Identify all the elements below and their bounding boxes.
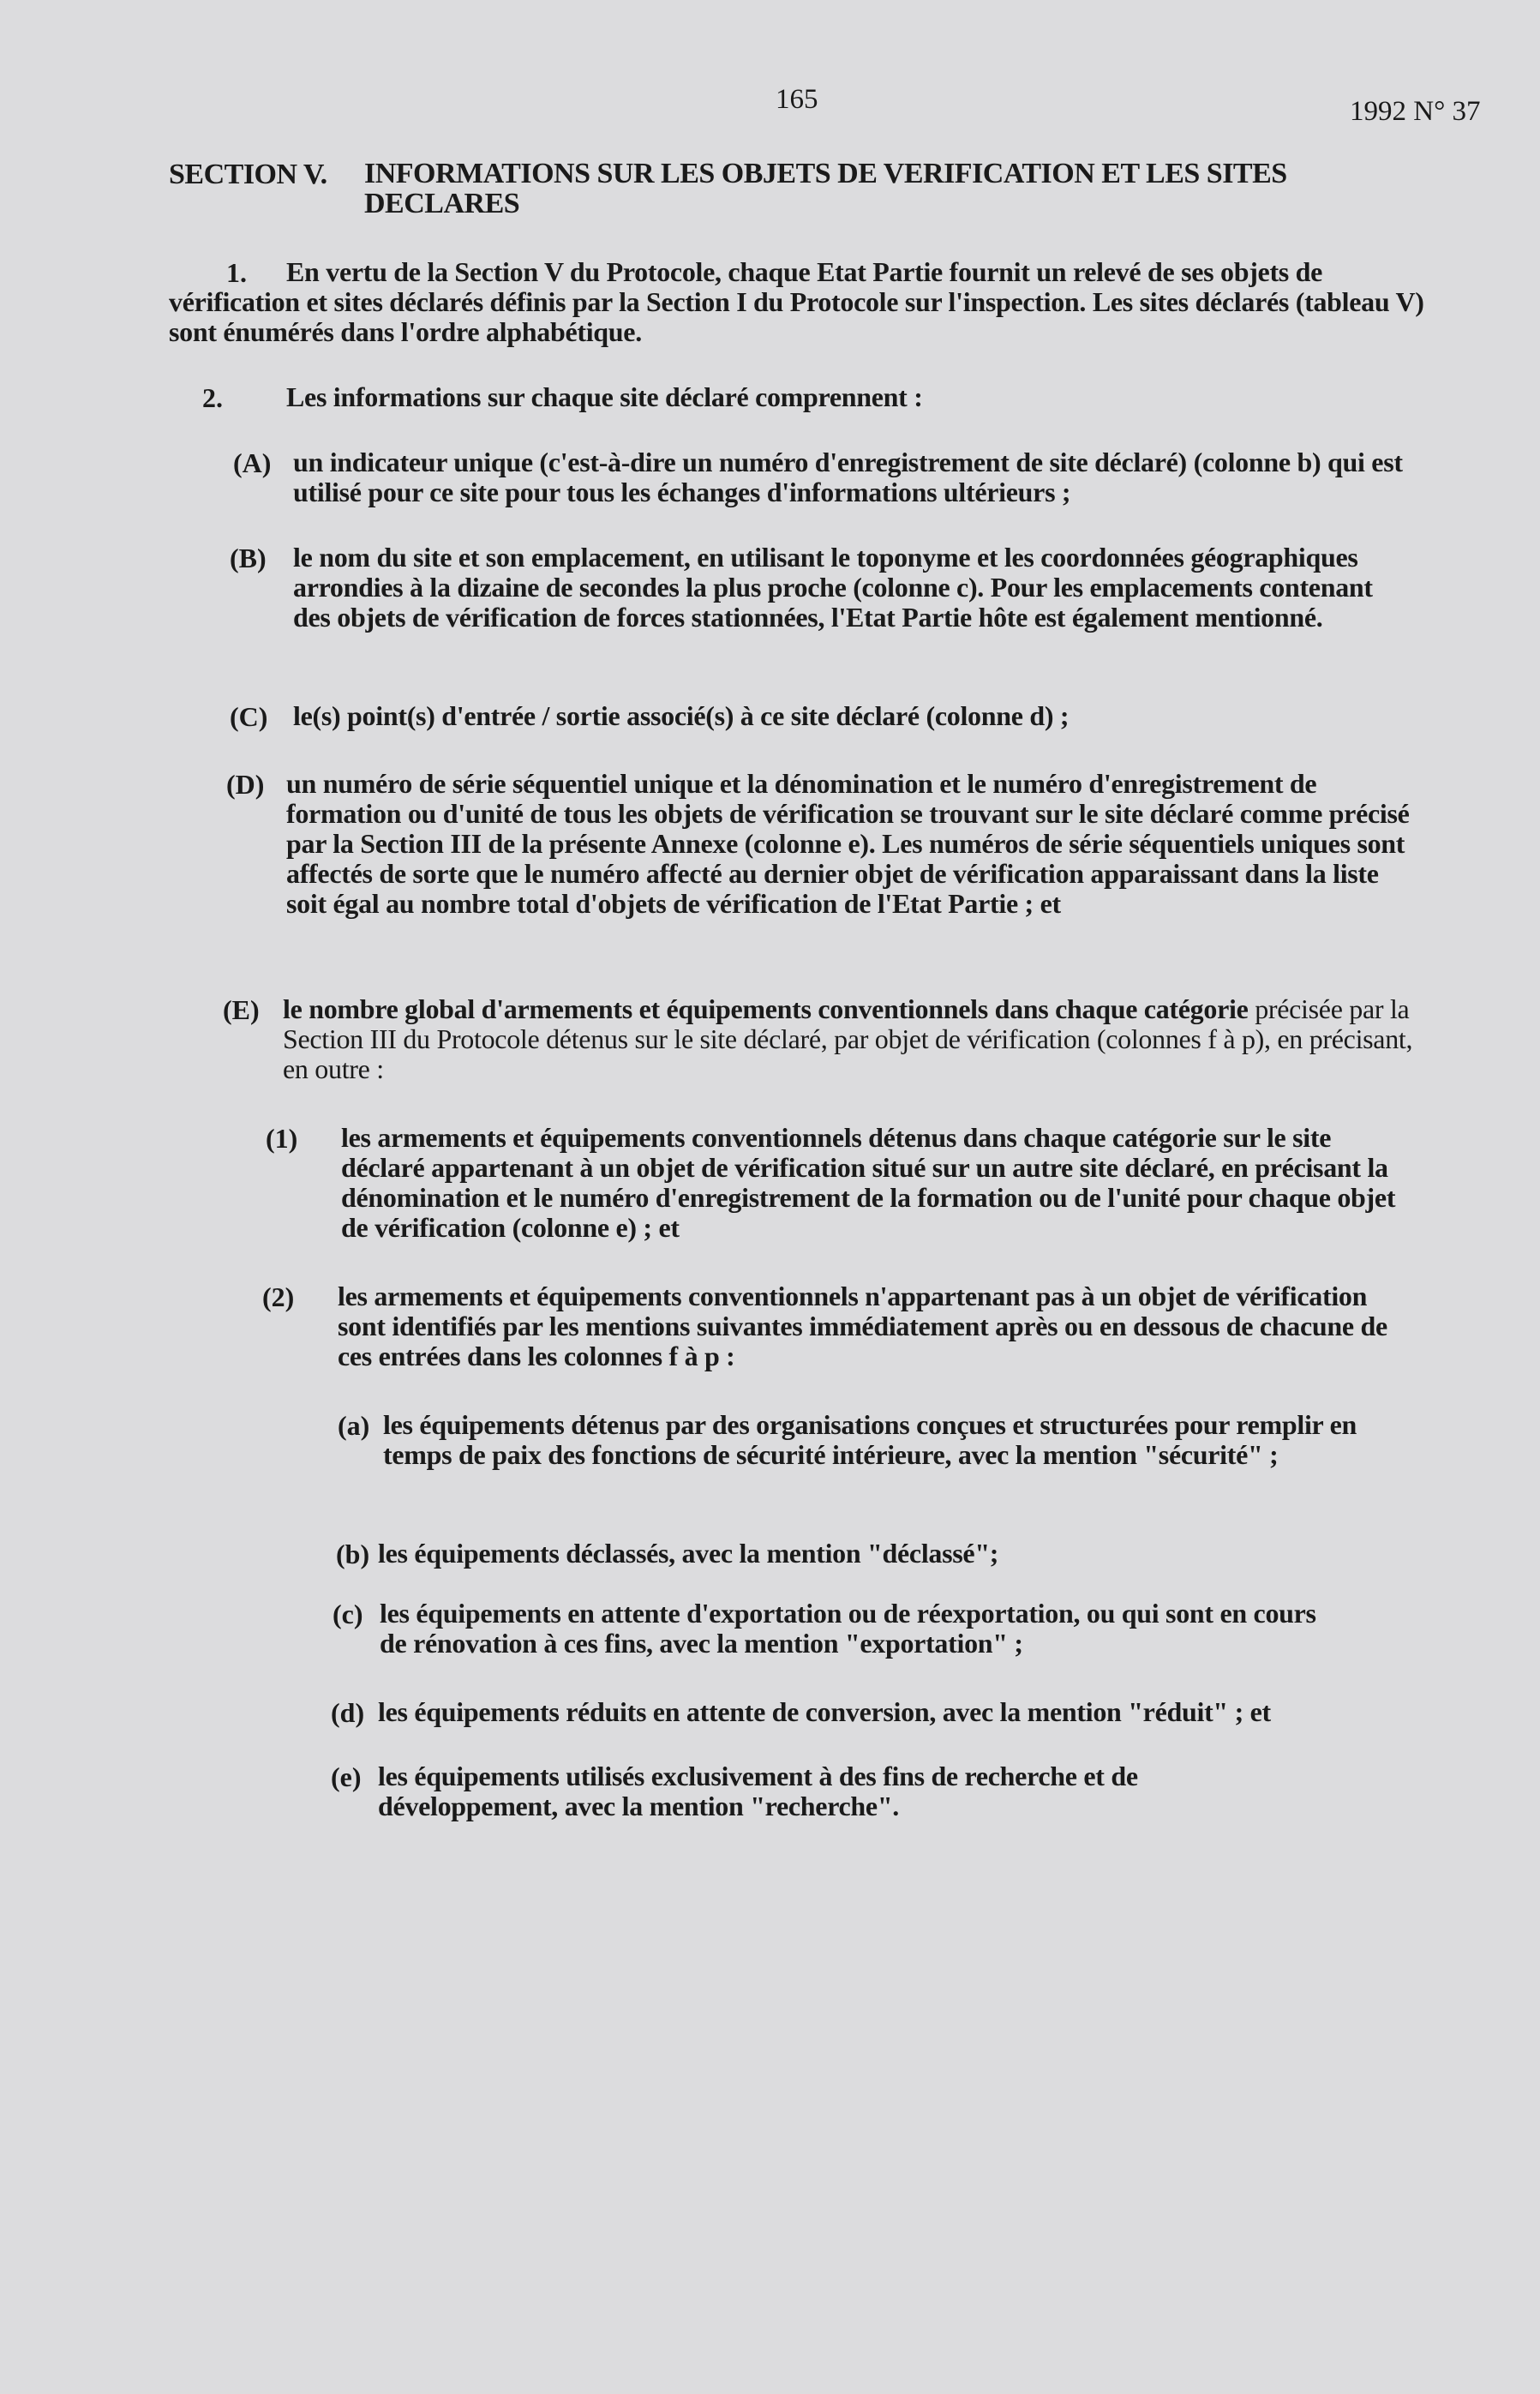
item-a-label: (A): [233, 447, 272, 478]
mention-d-label: (d): [331, 1697, 365, 1728]
mention-a-text: les équipements détenus par des organisations conçues et structurées pour remplir en temps de paix des fonctions de sécurité intérieure, avec la mention "sécurité" ;: [383, 1409, 1357, 1470]
paragraph-1-text: En vertu de la Section V du Protocole, chaque Etat Partie fournit un relevé de ses objets de vérification et sites déclarés définis par la Section I du Protocole sur l'inspection. Les sites déclarés (tableau V) sont énumérés dans l'ordre alphabétique.: [169, 256, 1424, 347]
item-e-text: [283, 994, 1414, 1084]
item-c-text: le(s) point(s) d'entrée / sortie associé(s) à ce site déclaré (colonne d) ;: [293, 700, 1070, 731]
item-d-text: un numéro de série séquentiel unique et la dénomination et le numéro d'enregistrement de formation ou d'unité de tous les objets de vérification se trouvant sur le site déclaré comme précisé par la Section III de la présente Annexe (colonne e). Les numéros de série séquentiels uniques sont affectés de sorte que le numéro affecté au dernier objet de vérification apparaissant dans la liste soit égal au nombre total d'objets de vérification de l'Etat Partie ; et: [286, 768, 1410, 919]
journal-reference: 1992 N° 37: [1350, 96, 1481, 127]
mention-c-text: les équipements en attente d'exportation ou de réexportation, ou qui sont en cours de rénovation à ces fins, avec la mention "exportation" ;: [380, 1598, 1316, 1659]
paragraph-2-number: 2.: [202, 382, 223, 413]
item-e-text-bold: le nombre global d'armements et équipements conventionnels dans chaque catégorie: [283, 993, 1249, 1024]
page-number: 165: [776, 84, 818, 115]
subitem-1-text: les armements et équipements conventionnels détenus dans chaque catégorie sur le site déclaré appartenant à un objet de vérification situé sur un autre site déclaré, en précisant la dénomination et le numéro d'enregistrement de la formation ou de l'unité pour chaque objet de vérification (colonne e) ; et: [341, 1122, 1396, 1243]
mention-a-label: (a): [338, 1410, 370, 1441]
item-e-label: (E): [223, 994, 260, 1025]
item-b-text: le nom du site et son emplacement, en utilisant le toponyme et les coordonnées géographiques arrondies à la dizaine de secondes la plus proche (colonne c). Pour les emplacements contenant des objets de vérification de forces stationnées, l'Etat Partie hôte est également mentionné.: [293, 542, 1373, 633]
mention-b-label: (b): [336, 1539, 370, 1569]
mention-b-text: les équipements déclassés, avec la mention "déclassé";: [378, 1538, 999, 1569]
mention-d-text: les équipements réduits en attente de conversion, avec la mention "réduit" ; et: [378, 1696, 1271, 1727]
mention-e-text: les équipements utilisés exclusivement à des fins de recherche et de développement, avec la mention "recherche".: [378, 1761, 1138, 1821]
paragraph-2-text: Les informations sur chaque site déclaré comprennent :: [286, 381, 923, 412]
subitem-2-label: (2): [262, 1281, 295, 1312]
mention-c-label: (c): [333, 1599, 363, 1629]
item-e-text-rest: précisée par la Section III du Protocole détenus sur le site déclaré, par objet de vérification (colonnes f à p), en précisant, en outre :: [283, 993, 1413, 1084]
section-title: INFORMATIONS SUR LES OBJETS DE VERIFICATION ET LES SITES DECLARES: [364, 158, 1287, 219]
item-c-label: (C): [230, 701, 268, 732]
item-d-label: (D): [226, 769, 265, 800]
subitem-2-text: les armements et équipements conventionnels n'appartenant pas à un objet de vérification sont identifiés par les mentions suivantes immédiatement après ou en dessous de chacune de ces entrées dans les colonnes f à p :: [338, 1281, 1387, 1371]
item-a-text: un indicateur unique (c'est-à-dire un numéro d'enregistrement de site déclaré) (colonne b) qui est utilisé pour ce site pour tous les échanges d'informations ultérieurs ;: [293, 447, 1403, 507]
paragraph-1-number: 1.: [226, 257, 247, 288]
section-label: SECTION V.: [169, 159, 327, 190]
item-b-label: (B): [230, 543, 267, 573]
subitem-1-label: (1): [266, 1123, 298, 1154]
mention-e-label: (e): [331, 1761, 362, 1792]
